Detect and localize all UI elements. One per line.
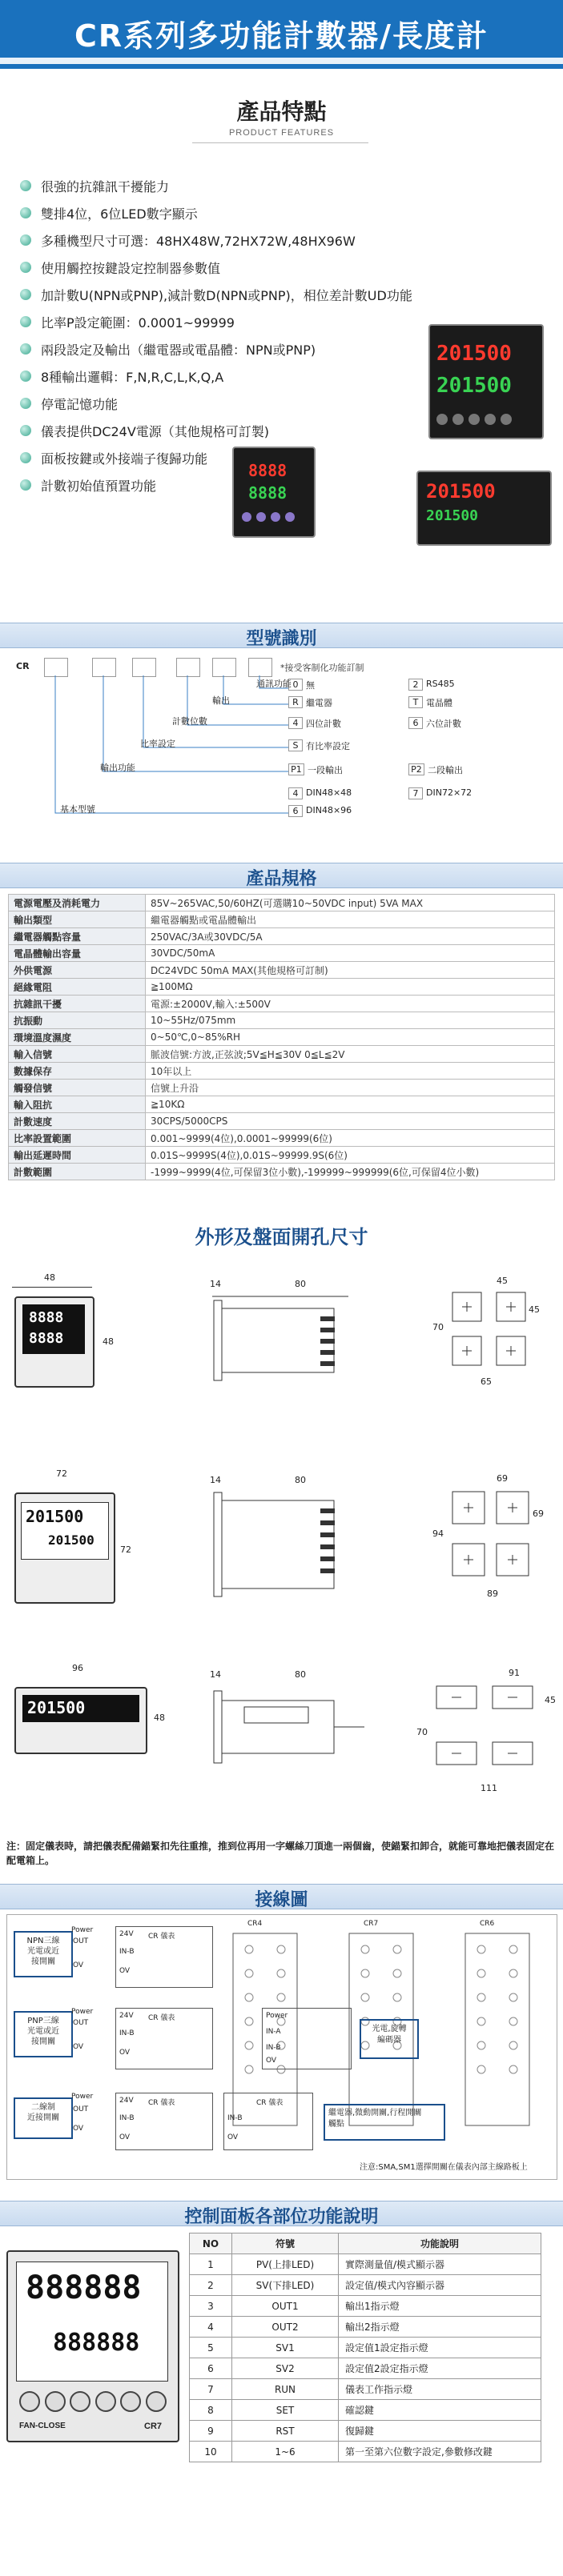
spec-table (8, 894, 555, 1180)
device48-sv-display: 8888 (248, 483, 288, 503)
spec-row (9, 1096, 555, 1113)
spec-row (9, 1164, 555, 1180)
spec-row (9, 911, 555, 928)
panel-button[interactable] (146, 2391, 167, 2412)
panel-pv-display: 888888 (26, 2270, 142, 2306)
spec-value: 10~55Hz/075mm (146, 1012, 555, 1029)
spec-row (9, 1080, 555, 1096)
spec-value: 0.01S~9999S(4位),0.01S~99999.9S(6位) (146, 1147, 555, 1164)
spec-key: 輸出類型 (9, 911, 146, 928)
device-sv-display: 201500 (436, 374, 512, 398)
feature-item: 兩段設定及輸出（繼電器或電晶體：NPN或PNP) (20, 335, 549, 363)
spec-key: 絕緣電阻 (9, 979, 146, 996)
dim96-pitch-v: 70 (416, 1727, 428, 1737)
dim96-cut-w: 91 (509, 1668, 520, 1678)
dim96-side (212, 1683, 372, 1771)
model-prefix: CR (16, 661, 30, 671)
device-photo-96 (416, 471, 552, 546)
spec-row (9, 1130, 555, 1147)
features-title: 產品特點 (236, 98, 327, 125)
dim72-cut-h: 69 (533, 1508, 544, 1519)
control-symbol: OUT2 (232, 2317, 339, 2338)
spec-value: DC24VDC 50mA MAX(其他規格可訂制) (146, 962, 555, 979)
bullet-icon (20, 316, 31, 327)
spec-row (9, 1113, 555, 1130)
relay-label: 繼電器,微動開關,行程開關 觸點 (324, 2104, 445, 2141)
title-banner (0, 0, 563, 69)
spec-key: 抗雜訊干擾 (9, 996, 146, 1012)
dim72-cut-w: 69 (497, 1473, 508, 1484)
spec-key: 比率設置範圍 (9, 1130, 146, 1147)
dim48-depth80: 80 (295, 1279, 306, 1289)
label-out: OUT (73, 2105, 89, 2113)
bullet-icon (20, 452, 31, 463)
control-row (190, 2254, 541, 2275)
col-no: NO (190, 2233, 232, 2254)
wiring-footnote: 注意:SMA,SM1選擇開關在儀表內部主線路板上 (360, 2163, 528, 2172)
dim96-height: 48 (154, 1713, 165, 1723)
control-title: 控制面板各部位功能說明 (184, 2207, 379, 2227)
wiring-diagram (6, 1914, 557, 2180)
dim48-width: 48 (44, 1272, 55, 1283)
control-function: 第一至第六位數字設定,參數修改鍵 (339, 2442, 541, 2462)
bullet-icon (20, 262, 31, 273)
device-photo-48 (232, 447, 316, 538)
option-row: 0 無 2 RS485 (288, 679, 529, 696)
spec-value: 10年以上 (146, 1063, 555, 1080)
dim72-front: 201500 201500 (14, 1492, 115, 1604)
cr-block-3: 24V CR 儀表 IN-B OV (115, 2093, 213, 2150)
spec-key: 觸發信號 (9, 1080, 146, 1096)
spec-value: 30VDC/50mA (146, 945, 555, 962)
dim72-depth80: 80 (295, 1475, 306, 1485)
control-row (190, 2317, 541, 2338)
control-no: 6 (190, 2358, 232, 2379)
panel-model: CR7 (144, 2422, 163, 2431)
spec-row (9, 945, 555, 962)
panel-sv-display: 888888 (53, 2329, 140, 2357)
control-symbol: RUN (232, 2379, 339, 2400)
sensor-two-wire: 二線制 近接開關 (14, 2097, 73, 2139)
control-no: 5 (190, 2338, 232, 2358)
device-photo-72 (428, 324, 544, 439)
control-function: 設定值1設定指示燈 (339, 2338, 541, 2358)
dim72-width: 72 (56, 1468, 67, 1479)
cr-block-1: 24V CR 儀表 IN-B OV (115, 1926, 213, 1988)
dim72-cutout (448, 1488, 537, 1584)
option-row: 4 DIN48×48 7 DIN72×72 (288, 787, 529, 805)
panel-button[interactable] (70, 2391, 90, 2412)
spec-value: 85V~265VAC,50/60HZ(可選購10~50VDC input) 5VA MAX (146, 895, 555, 911)
label-digits: 計數位數 (172, 716, 207, 727)
panel-brand: FAN-CLOSE (19, 2422, 66, 2430)
dim48-side (212, 1292, 356, 1388)
control-row (190, 2379, 541, 2400)
panel-button[interactable] (45, 2391, 66, 2412)
label-ov: OV (73, 2125, 84, 2133)
option-row: R 繼電器 T 電晶體 (288, 696, 529, 714)
panel-button[interactable] (19, 2391, 40, 2412)
control-function: 儀表工作指示燈 (339, 2379, 541, 2400)
control-row (190, 2442, 541, 2462)
spec-row (9, 1029, 555, 1046)
label-out: OUT (73, 2019, 89, 2027)
spec-key: 計數範圍 (9, 1164, 146, 1180)
spec-row (9, 928, 555, 945)
control-row (190, 2296, 541, 2317)
dim72-depth14: 14 (210, 1475, 221, 1485)
specs-title: 產品規格 (246, 869, 317, 889)
dim96-depth14: 14 (210, 1669, 221, 1680)
control-function: 設定值/模式內容顯示器 (339, 2275, 541, 2296)
spec-row (9, 962, 555, 979)
dim72-height: 72 (120, 1544, 131, 1555)
spec-value: 脈波信號:方波,正弦波;5V≦H≦30V 0≦L≦2V (146, 1046, 555, 1063)
dimensions-title: 外形及盤面開孔尺寸 (195, 1226, 368, 1248)
control-row (190, 2358, 541, 2379)
control-symbol: SET (232, 2400, 339, 2421)
label-ratio: 比率設定 (140, 739, 175, 749)
dim48-front: 8888 8888 (14, 1296, 95, 1388)
wiring-model-cr6: CR6 (480, 1920, 495, 1928)
features-divider (192, 142, 368, 143)
encoder-block: Power IN-A IN-B OV (262, 2008, 352, 2069)
specs-bar (0, 863, 563, 888)
feature-item: 多種機型尺寸可選：48HX48W,72HX72W,48HX96W (20, 226, 549, 254)
label-basic: 基本型號 (60, 804, 95, 815)
cr-block-4: CR 儀表 IN-B OV (223, 2093, 313, 2150)
spec-key: 繼電器觸點容量 (9, 928, 146, 945)
spec-key: 輸入信號 (9, 1046, 146, 1063)
banner-stripe (0, 58, 563, 64)
control-function: 復歸鍵 (339, 2421, 541, 2442)
control-symbol: SV(下排LED) (232, 2275, 339, 2296)
feature-item: 面板按鍵或外接端子復歸功能 (20, 444, 549, 471)
spec-key: 抗振動 (9, 1012, 146, 1029)
install-note: 注：固定儀表時，請把儀表配備錨緊扣先往重推，推到位再用一字螺絲刀頂進一兩個齒，使錨緊扣卸合，就能可靠地把儀表固定在配電箱上。 (6, 1841, 555, 1866)
encoder-label: 光電,旋轉 編碼器 (360, 2019, 419, 2059)
cr-block-2: 24V CR 儀表 IN-B OV (115, 2008, 213, 2069)
spec-row (9, 1063, 555, 1080)
feature-item: 停電記憶功能 (20, 390, 549, 417)
dim48-pitch-v: 70 (432, 1322, 444, 1332)
control-function: 輸出1指示燈 (339, 2296, 541, 2317)
dim48-height: 48 (103, 1336, 114, 1347)
spec-row (9, 996, 555, 1012)
dim48-cut-h: 45 (529, 1304, 540, 1315)
option-row: 4 四位計數 6 六位計數 (288, 717, 529, 735)
col-function: 功能說明 (339, 2233, 541, 2254)
device-pv-display: 201500 (436, 342, 512, 366)
dim48-cutout (448, 1288, 537, 1376)
feature-item: 儀表提供DC24V電源（其他規格可訂製) (20, 417, 549, 444)
dim48-cut-w: 45 (497, 1276, 508, 1286)
label-comm: 通訊功能 (256, 679, 292, 689)
wiring-bar (0, 1884, 563, 1909)
wiring-model-cr7: CR7 (364, 1920, 379, 1928)
control-row (190, 2275, 541, 2296)
control-function: 設定值2設定指示燈 (339, 2358, 541, 2379)
control-symbol: 1~6 (232, 2442, 339, 2462)
label-output-func: 輸出功能 (100, 763, 135, 773)
spec-value: 繼電器觸點或電晶體輸出 (146, 911, 555, 928)
control-bar (0, 2201, 563, 2226)
control-no: 8 (190, 2400, 232, 2421)
spec-key: 電源電壓及消耗電力 (9, 895, 146, 911)
dim96-cut-h: 45 (545, 1695, 556, 1705)
spec-key: 輸入阻抗 (9, 1096, 146, 1113)
label-power: Power (71, 2093, 94, 2101)
feature-item: 加計數U(NPN或PNP),減計數D(NPN或PNP)，相位差計數UD功能 (20, 281, 549, 308)
device-buttons (436, 414, 536, 428)
dim-row-48 (0, 1272, 563, 1432)
spec-key: 計數速度 (9, 1113, 146, 1130)
spec-row (9, 1046, 555, 1063)
features-heading (0, 94, 563, 138)
spec-row (9, 979, 555, 996)
control-function: 實際測量值/模式顯示器 (339, 2254, 541, 2275)
spec-value: 30CPS/5000CPS (146, 1113, 555, 1130)
label-out: OUT (73, 1937, 89, 1945)
panel-button[interactable] (95, 2391, 116, 2412)
dim72-pitch-h: 89 (487, 1588, 498, 1599)
control-no: 2 (190, 2275, 232, 2296)
feature-item: 使用觸控按鍵設定控制器參數值 (20, 254, 549, 281)
dim96-cutout (432, 1682, 545, 1778)
device96-pv-display: 201500 (426, 480, 496, 503)
option-row: P1 一段輸出 P2 二段輸出 (288, 763, 529, 781)
control-no: 7 (190, 2379, 232, 2400)
spec-value: 0~50℃,0~85%RH (146, 1029, 555, 1046)
feature-item: 比率P設定範圍：0.0001~99999 (20, 308, 549, 335)
control-function: 確認鍵 (339, 2400, 541, 2421)
bullet-icon (20, 425, 31, 436)
option-row: 6 DIN48×96 (288, 805, 529, 823)
custom-note: *接受客制化功能訂制 (280, 663, 364, 673)
sensor-pnp: PNP三線 光電或近 接開關 (14, 2011, 73, 2057)
device48-buttons (242, 512, 306, 523)
spec-row (9, 1147, 555, 1164)
spec-key: 輸出延遲時間 (9, 1147, 146, 1164)
spec-value: 信號上升沿 (146, 1080, 555, 1096)
bullet-icon (20, 479, 31, 491)
bullet-icon (20, 343, 31, 355)
dim-row-96 (0, 1663, 563, 1815)
label-ov: OV (73, 2043, 84, 2051)
wiring-title: 接線圖 (255, 1890, 308, 1910)
model-id-diagram (16, 658, 545, 834)
control-panel-illustration (6, 2250, 179, 2442)
features-subtitle: PRODUCT FEATURES (228, 128, 335, 138)
control-symbol: SV2 (232, 2358, 339, 2379)
device48-pv-display: 8888 (248, 461, 288, 480)
control-function: 輸出2指示燈 (339, 2317, 541, 2338)
control-row (190, 2400, 541, 2421)
label-ov: OV (73, 1961, 84, 1969)
sensor-npn: NPN三線 光電或近 接開關 (14, 1931, 73, 1977)
label-output: 輸出 (212, 695, 230, 706)
bullet-icon (20, 180, 31, 191)
spec-value: 電源:±2000V,輸入:±500V (146, 996, 555, 1012)
feature-item: 雙排4位，6位LED數字顯示 (20, 199, 549, 226)
dim48-depth14: 14 (210, 1279, 221, 1289)
bullet-icon (20, 398, 31, 409)
control-table (189, 2233, 541, 2462)
label-power: Power (71, 2008, 94, 2016)
bullet-icon (20, 289, 31, 300)
spec-row (9, 1012, 555, 1029)
dim72-side (212, 1488, 356, 1600)
label-power: Power (71, 1926, 94, 1934)
control-no: 9 (190, 2421, 232, 2442)
control-no: 4 (190, 2317, 232, 2338)
dim-line (12, 1287, 92, 1288)
bullet-icon (20, 207, 31, 218)
col-symbol: 符號 (232, 2233, 339, 2254)
control-no: 1 (190, 2254, 232, 2275)
dim-row-72 (0, 1468, 563, 1629)
control-row (190, 2421, 541, 2442)
feature-item: 很強的抗雜訊干擾能力 (20, 172, 549, 199)
dim48-pitch-h: 65 (481, 1376, 492, 1387)
dim96-width: 96 (72, 1663, 83, 1673)
page-title: CR系列多功能計數器/長度計 (74, 18, 489, 54)
device96-sv-display: 201500 (426, 507, 479, 524)
control-symbol: OUT1 (232, 2296, 339, 2317)
control-symbol: SV1 (232, 2338, 339, 2358)
spec-key: 數據保存 (9, 1063, 146, 1080)
spec-key: 電晶體輸出容量 (9, 945, 146, 962)
spec-row (9, 895, 555, 911)
spec-value: ≧100MΩ (146, 979, 555, 996)
control-row (190, 2338, 541, 2358)
bullet-icon (20, 371, 31, 382)
control-no: 10 (190, 2442, 232, 2462)
spec-value: 0.001~9999(4位),0.0001~99999(6位) (146, 1130, 555, 1147)
dim96-front: 201500 (14, 1687, 147, 1754)
spec-value: ≧10KΩ (146, 1096, 555, 1113)
control-symbol: PV(上排LED) (232, 2254, 339, 2275)
panel-button[interactable] (120, 2391, 141, 2412)
option-row: S 有比率設定 (288, 739, 529, 757)
model-id-title: 型號識別 (246, 629, 317, 649)
dim96-depth80: 80 (295, 1669, 306, 1680)
dim72-pitch-v: 94 (432, 1528, 444, 1539)
spec-value: 250VAC/3A或30VDC/5A (146, 928, 555, 945)
control-symbol: RST (232, 2421, 339, 2442)
wiring-model-cr4: CR4 (247, 1920, 263, 1928)
spec-value: -1999~9999(4位,可保留3位小數),-199999~999999(6位,可保留4位小數) (146, 1164, 555, 1180)
feature-item: 8種輸出邏輯：F,N,R,C,L,K,Q,A (20, 363, 549, 390)
panel-buttons (19, 2391, 167, 2412)
bullet-icon (20, 234, 31, 246)
control-no: 3 (190, 2296, 232, 2317)
feature-item: 計數初始值預置功能 (20, 471, 549, 499)
spec-key: 外供電源 (9, 962, 146, 979)
spec-key: 環境溫度濕度 (9, 1029, 146, 1046)
model-id-bar (0, 623, 563, 648)
dim96-pitch-h: 111 (481, 1783, 497, 1793)
